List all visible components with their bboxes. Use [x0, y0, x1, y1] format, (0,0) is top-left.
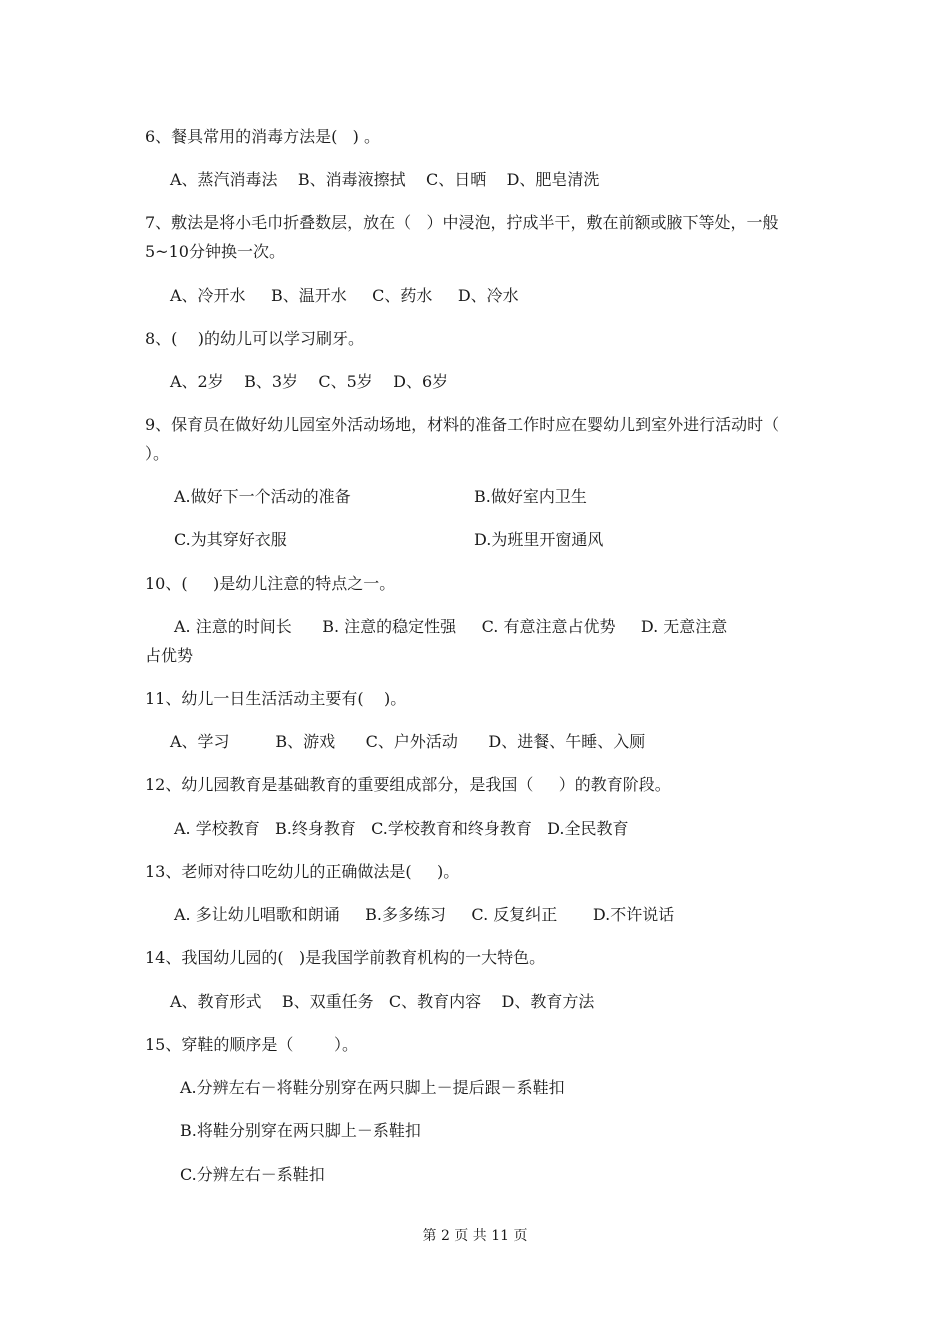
- question-15-option-b: B.将鞋分别穿在两只脚上－系鞋扣: [180, 1121, 421, 1140]
- question-7-options: A、冷开水 B、温开水 C、药水 D、冷水: [170, 286, 519, 305]
- page-footer: 第 2 页 共 11 页: [422, 1228, 528, 1244]
- question-15-option-a: A.分辨左右－将鞋分别穿在两只脚上－提后跟－系鞋扣: [180, 1078, 565, 1097]
- question-8-stem: 8、( )的幼儿可以学习刷牙。: [145, 329, 365, 348]
- question-10-stem: 10、( )是幼儿注意的特点之一。: [145, 574, 396, 593]
- question-9-stem: 9、保育员在做好幼儿园室外活动场地，材料的准备工作时应在婴幼儿到室外进行活动时（: [145, 415, 780, 434]
- question-7-stem: 7、敷法是将小毛巾折叠数层，放在（ ）中浸泡，拧成半干，敷在前额或腋下等处，一般: [145, 213, 779, 232]
- question-11-stem: 11、幼儿一日生活活动主要有( )。: [145, 689, 407, 708]
- question-9-option-a: A.做好下一个活动的准备: [174, 487, 351, 506]
- question-8-options: A、2岁 B、3岁 C、5岁 D、6岁: [170, 372, 449, 391]
- question-7-stem-continuation: 5~10分钟换一次。: [145, 242, 285, 261]
- question-13-stem: 13、老师对待口吃幼儿的正确做法是( )。: [145, 862, 460, 881]
- question-9-option-c: C.为其穿好衣服: [174, 530, 287, 549]
- question-12-stem: 12、幼儿园教育是基础教育的重要组成部分，是我国（ ）的教育阶段。: [145, 775, 671, 794]
- question-10-options-continuation: 占优势: [145, 646, 194, 665]
- question-11-options: A、学习 B、游戏 C、户外活动 D、进餐、午睡、入厕: [170, 732, 646, 751]
- question-10-options: A. 注意的时间长 B. 注意的稳定性强 C. 有意注意占优势 D. 无意注意: [174, 617, 728, 636]
- question-6-stem: 6、餐具常用的消毒方法是( ) 。: [145, 127, 381, 146]
- question-14-stem: 14、我国幼儿园的( )是我国学前教育机构的一大特色。: [145, 948, 546, 967]
- question-9-option-d: D.为班里开窗通风: [474, 530, 604, 549]
- question-9-stem-continuation: ）。: [145, 444, 170, 463]
- question-12-options: A. 学校教育 B.终身教育 C.学校教育和终身教育 D.全民教育: [174, 819, 629, 838]
- question-13-options: A. 多让幼儿唱歌和朗诵 B.多多练习 C. 反复纠正 D.不许说话: [174, 905, 675, 924]
- question-15-stem: 15、穿鞋的顺序是（ ）。: [145, 1035, 359, 1054]
- question-15-option-c: C.分辨左右－系鞋扣: [180, 1165, 325, 1184]
- question-14-options: A、教育形式 B、双重任务 C、教育内容 D、教育方法: [170, 992, 595, 1011]
- question-9-option-b: B.做好室内卫生: [474, 487, 587, 506]
- question-6-options: A、蒸汽消毒法 B、消毒液擦拭 C、日晒 D、肥皂清洗: [170, 170, 600, 189]
